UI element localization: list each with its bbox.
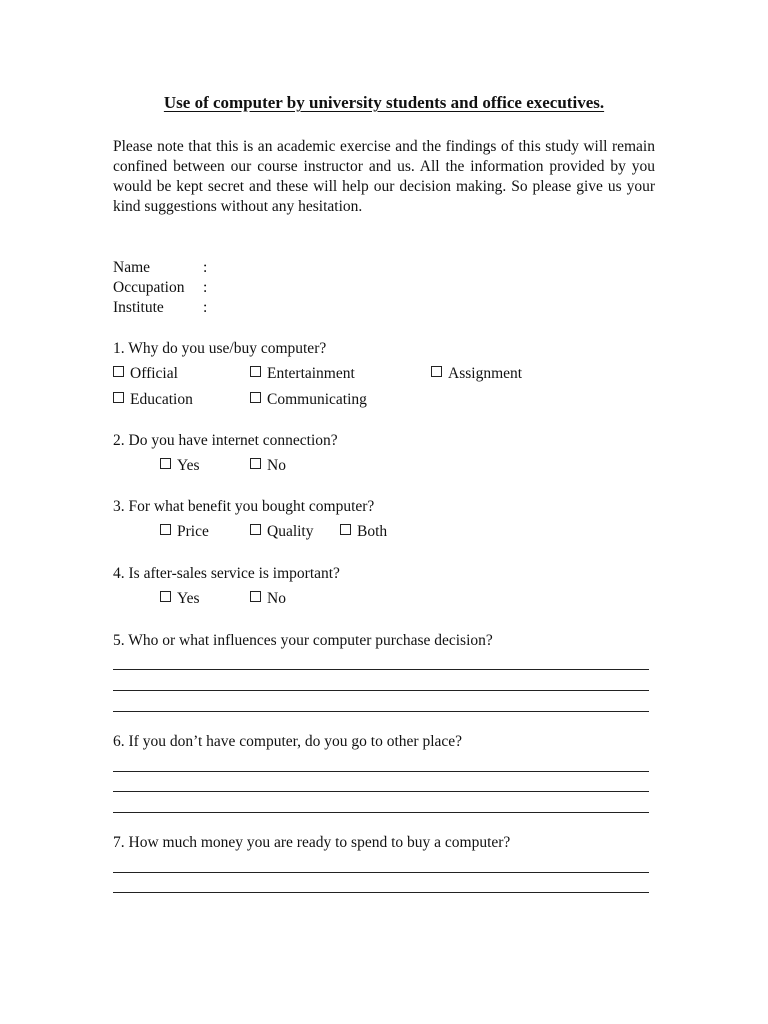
institute-label: Institute [113, 299, 164, 316]
option-internet-yes[interactable] [160, 456, 200, 476]
occupation-label: Occupation [113, 279, 185, 296]
answer-line[interactable] [113, 872, 649, 873]
option-label: Official [130, 365, 178, 382]
option-entertainment[interactable] [250, 364, 355, 384]
option-both[interactable] [340, 522, 387, 542]
answer-line[interactable] [113, 711, 649, 712]
checkbox-icon[interactable] [160, 524, 171, 535]
answer-line[interactable] [113, 669, 649, 670]
option-label: Yes [177, 590, 200, 607]
question-6: 6. If you don’t have computer, do you go to other place? [113, 733, 463, 750]
option-communicating[interactable] [250, 390, 367, 410]
checkbox-icon[interactable] [250, 366, 261, 377]
checkbox-icon[interactable] [113, 392, 124, 403]
checkbox-icon[interactable] [431, 366, 442, 377]
option-label: Yes [177, 457, 200, 474]
checkbox-icon[interactable] [250, 458, 261, 469]
option-service-no[interactable] [250, 589, 286, 609]
question-7: 7. How much money you are ready to spend to buy a computer? [113, 834, 511, 851]
checkbox-icon[interactable] [250, 524, 261, 535]
option-label: Quality [267, 523, 314, 540]
checkbox-icon[interactable] [250, 591, 261, 602]
option-internet-no[interactable] [250, 456, 286, 476]
option-assignment[interactable] [431, 364, 522, 384]
option-label: Both [357, 523, 388, 540]
question-2: 2. Do you have internet connection? [113, 432, 338, 449]
option-label: Entertainment [267, 365, 355, 382]
option-label: No [267, 590, 286, 607]
checkbox-icon[interactable] [340, 524, 351, 535]
option-label: Education [130, 391, 193, 408]
checkbox-icon[interactable] [160, 458, 171, 469]
checkbox-icon[interactable] [113, 366, 124, 377]
name-separator: : [203, 259, 208, 276]
answer-line[interactable] [113, 892, 649, 893]
name-field[interactable] [113, 258, 207, 278]
name-label: Name [113, 259, 151, 276]
option-label: No [267, 457, 286, 474]
institute-separator: : [203, 299, 208, 316]
option-quality[interactable] [250, 522, 314, 542]
option-education[interactable] [113, 390, 193, 410]
document-title: Use of computer by university students and office executives. [163, 93, 605, 112]
answer-line[interactable] [113, 690, 649, 691]
option-label: Communicating [267, 391, 367, 408]
answer-line[interactable] [113, 791, 649, 792]
option-service-yes[interactable] [160, 589, 200, 609]
checkbox-icon[interactable] [160, 591, 171, 602]
occupation-separator: : [203, 279, 208, 296]
intro-paragraph: Please note that this is an academic exercise and the findings of this study will remain confined between our course instructor and us. All the information provided by you would be kept secret and these will help our decision making. So please give us your kind suggestions without any hesitation. [113, 138, 655, 215]
answer-line[interactable] [113, 771, 649, 772]
institute-field[interactable] [113, 298, 207, 318]
option-official[interactable] [113, 364, 178, 384]
question-4: 4. Is after-sales service is important? [113, 565, 340, 582]
question-3: 3. For what benefit you bought computer? [113, 498, 375, 515]
occupation-field[interactable] [113, 278, 207, 298]
option-label: Assignment [448, 365, 523, 382]
answer-line[interactable] [113, 812, 649, 813]
question-5: 5. Who or what influences your computer purchase decision? [113, 632, 493, 649]
checkbox-icon[interactable] [250, 392, 261, 403]
option-price[interactable] [160, 522, 209, 542]
option-label: Price [177, 523, 209, 540]
question-1: 1. Why do you use/buy computer? [113, 340, 327, 357]
